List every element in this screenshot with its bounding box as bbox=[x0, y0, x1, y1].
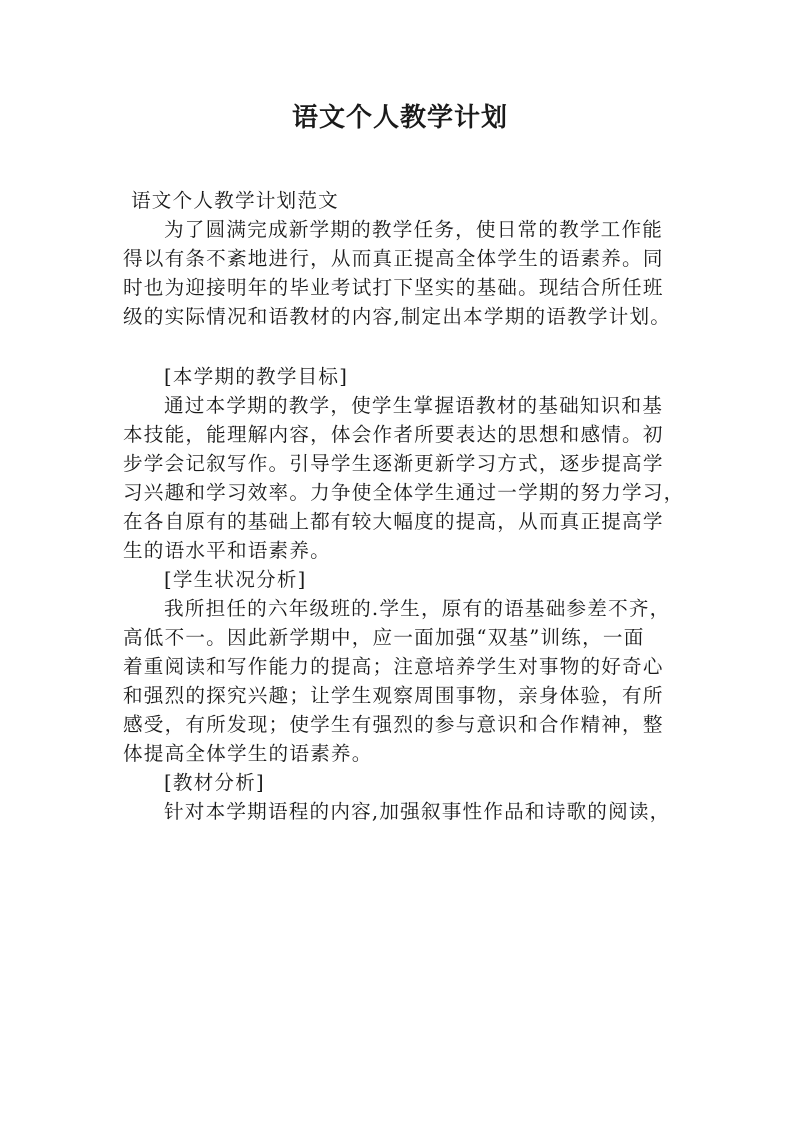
document-body bbox=[123, 186, 689, 826]
paragraph-line: 得以有条不紊地进行，从而真正提高全体学生的语素养。同 bbox=[123, 247, 664, 270]
document-subtitle: 语文个人教学计划范文 bbox=[131, 189, 339, 212]
paragraph-line: 着重阅读和写作能力的提高；注意培养学生对事物的好奇心 bbox=[123, 655, 664, 678]
paragraph-line: 高低不一。因此新学期中，应一面加强“双基”训练，一面 bbox=[123, 626, 645, 649]
paragraph-line: 级的实际情况和语教材的内容,制定出本学期的语教学计划。 bbox=[123, 305, 672, 328]
section-heading-students: [学生状况分析] bbox=[164, 568, 307, 591]
paragraph-line: 我所担任的六年级班的.学生，原有的语基础参差不齐， bbox=[164, 597, 671, 620]
textbook-paragraph bbox=[123, 797, 689, 826]
paragraph-line: 在各自原有的基础上都有较大幅度的提高，从而真正提高学 bbox=[123, 510, 664, 533]
paragraph-line: 本技能，能理解内容，体会作者所要表达的思想和感情。初 bbox=[123, 423, 664, 446]
paragraph-line: 生的语水平和语素养。 bbox=[123, 539, 331, 562]
paragraph-line: 时也为迎接明年的毕业考试打下坚实的基础。现结合所任班 bbox=[123, 276, 664, 299]
paragraph-line: 和强烈的探究兴趣；让学生观察周围事物，亲身体验，有所 bbox=[123, 684, 664, 707]
paragraph-line: 为了圆满完成新学期的教学任务，使日常的教学工作能 bbox=[164, 218, 664, 241]
paragraph-line: 通过本学期的教学，使学生掌握语教材的基础知识和基 bbox=[164, 394, 664, 417]
paragraph-line: 体提高全体学生的语素养。 bbox=[123, 742, 373, 765]
paragraph-line: 针对本学期语程的内容,加强叙事性作品和诗歌的阅读， bbox=[164, 800, 671, 823]
document-title: 语文个人教学计划 bbox=[291, 103, 508, 133]
section-heading-textbook: [教材分析] bbox=[164, 771, 265, 794]
paragraph-line: 步学会记叙写作。引导学生逐渐更新学习方式，逐步提高学 bbox=[123, 452, 664, 475]
students-paragraph bbox=[123, 594, 689, 768]
goals-paragraph bbox=[123, 391, 689, 565]
intro-paragraph bbox=[123, 215, 689, 331]
blank-line bbox=[123, 331, 689, 360]
paragraph-line: 习兴趣和学习效率。力争使全体学生通过一学期的努力学习， bbox=[123, 481, 685, 504]
section-heading-goals: [本学期的教学目标] bbox=[164, 365, 349, 388]
paragraph-line: 感受，有所发现；使学生有强烈的参与意识和合作精神，整 bbox=[123, 713, 664, 736]
